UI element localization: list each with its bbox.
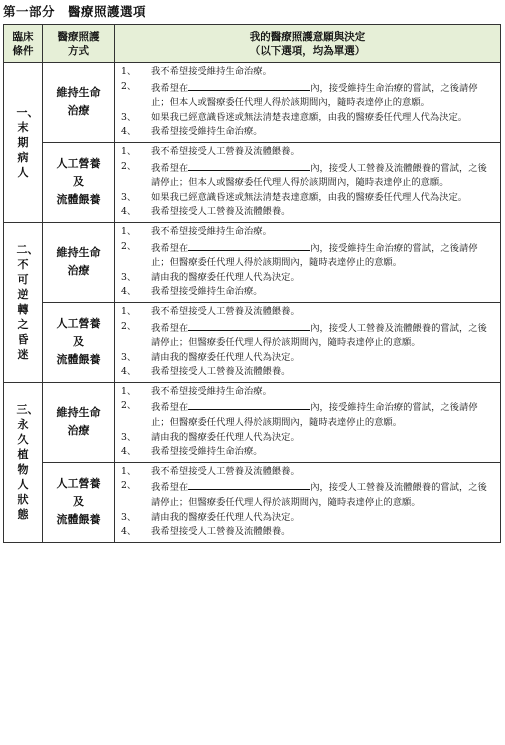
option-item bbox=[117, 80, 496, 111]
method-label-line: 及 bbox=[73, 495, 84, 509]
option-text bbox=[151, 145, 496, 160]
table-row bbox=[4, 63, 501, 143]
header-choice-line1: 我的醫療照護意願與決定 bbox=[249, 30, 366, 43]
option-text-before: 我希望接受維持生命治療。 bbox=[151, 286, 263, 298]
method-label-line: 維持生命 bbox=[56, 86, 101, 100]
option-number: 4、 bbox=[121, 286, 137, 298]
option-text-before: 我不希望接受人工營養及流體餵養。 bbox=[151, 465, 300, 477]
option-text bbox=[151, 399, 496, 430]
method-label-line: 及 bbox=[73, 335, 84, 349]
option-item bbox=[117, 479, 496, 510]
method-label-line: 人工營養 bbox=[56, 317, 101, 331]
table-row bbox=[4, 302, 501, 382]
option-item bbox=[117, 65, 496, 80]
method-cell bbox=[43, 302, 115, 382]
option-number: 2、 bbox=[121, 240, 137, 252]
condition-label: 二、不可逆轉之昏迷 bbox=[16, 243, 39, 362]
option-text-before: 請由我的醫療委任代理人代為決定。 bbox=[151, 431, 300, 443]
option-item bbox=[117, 240, 496, 271]
option-item bbox=[117, 431, 496, 446]
option-text bbox=[151, 431, 496, 446]
method-cell bbox=[43, 142, 115, 222]
condition-cell bbox=[4, 382, 43, 542]
option-text bbox=[151, 305, 496, 320]
option-number: 1、 bbox=[121, 66, 137, 77]
option-text-before: 我希望在 bbox=[151, 82, 189, 94]
method-label-line: 治療 bbox=[67, 104, 90, 118]
option-number: 3、 bbox=[121, 271, 137, 283]
option-text-before: 我希望接受維持生命治療。 bbox=[151, 446, 263, 458]
method-label-line: 人工營養 bbox=[56, 477, 101, 491]
method-cell bbox=[43, 63, 115, 143]
option-number: 2、 bbox=[121, 80, 137, 92]
option-item bbox=[117, 511, 496, 526]
method-cell bbox=[43, 382, 115, 462]
option-text-before: 請由我的醫療委任代理人代為決定。 bbox=[151, 511, 300, 523]
option-number: 3、 bbox=[121, 351, 137, 363]
duration-blank[interactable] bbox=[188, 320, 310, 331]
option-text-after: 內，接受維持生命治療的嘗試，之後請停止；但本人或醫療委任代理人得於該期間內，隨時表達停止的意願。 bbox=[151, 82, 478, 109]
header-choice-line2: （以下選項，均為單選） bbox=[249, 44, 366, 57]
method-cell bbox=[43, 222, 115, 302]
duration-blank[interactable] bbox=[188, 160, 310, 171]
table-row bbox=[4, 142, 501, 222]
option-number: 2、 bbox=[121, 320, 137, 332]
header-method: 醫療照護方式 bbox=[43, 25, 115, 63]
option-text bbox=[151, 271, 496, 286]
option-text bbox=[151, 125, 496, 140]
option-text-before: 我不希望接受維持生命治療。 bbox=[151, 225, 272, 237]
method-label-line: 人工營養 bbox=[56, 157, 101, 171]
option-text-before: 我不希望接受維持生命治療。 bbox=[151, 66, 272, 77]
option-text-after: 內，接受維持生命治療的嘗試，之後請停止；但醫療委任代理人得於該期間內，隨時表達停止的意願。 bbox=[151, 402, 478, 429]
option-number: 1、 bbox=[121, 225, 137, 237]
duration-blank[interactable] bbox=[188, 399, 310, 410]
option-text bbox=[151, 365, 496, 380]
options-cell bbox=[115, 222, 501, 302]
option-item bbox=[117, 145, 496, 160]
header-choice bbox=[115, 25, 501, 63]
option-item bbox=[117, 191, 496, 206]
option-text-before: 我希望接受人工營養及流體餵養。 bbox=[151, 526, 291, 538]
option-text bbox=[151, 385, 496, 400]
option-item bbox=[117, 271, 496, 286]
option-text-before: 我希望接受人工營養及流體餵養。 bbox=[151, 206, 291, 218]
duration-blank[interactable] bbox=[188, 479, 310, 490]
table-row bbox=[4, 382, 501, 462]
option-text-before: 我不希望接受人工營養及流體餵養。 bbox=[151, 145, 300, 157]
option-item bbox=[117, 111, 496, 126]
options-cell bbox=[115, 302, 501, 382]
option-text bbox=[151, 479, 496, 510]
option-item bbox=[117, 525, 496, 540]
method-cell bbox=[43, 462, 115, 542]
option-item bbox=[117, 351, 496, 366]
option-text bbox=[151, 351, 496, 366]
option-item bbox=[117, 160, 496, 191]
option-text-before: 我不希望接受人工營養及流體餵養。 bbox=[151, 305, 300, 317]
option-text-after: 內，接受人工營養及流體餵養的嘗試，之後請停止；但本人或醫療委任代理人得於該期間內，隨時表達停止的意願。 bbox=[151, 162, 487, 189]
option-number: 2、 bbox=[121, 160, 137, 172]
option-item bbox=[117, 285, 496, 300]
option-text bbox=[151, 320, 496, 351]
table-row bbox=[4, 222, 501, 302]
option-item bbox=[117, 125, 496, 140]
options-cell bbox=[115, 142, 501, 222]
option-number: 3、 bbox=[121, 511, 137, 523]
option-text-before: 我希望在 bbox=[151, 162, 189, 174]
option-text-before: 我希望接受人工營養及流體餵養。 bbox=[151, 366, 291, 378]
option-number: 2、 bbox=[121, 480, 137, 492]
option-text bbox=[151, 525, 496, 540]
option-number: 4、 bbox=[121, 526, 137, 538]
option-item bbox=[117, 399, 496, 430]
option-text-before: 如果我已經意識昏迷或無法清楚表達意願，由我的醫療委任代理人代為決定。 bbox=[151, 191, 468, 203]
option-text bbox=[151, 205, 496, 220]
option-text bbox=[151, 160, 496, 191]
option-text bbox=[151, 111, 496, 126]
option-item bbox=[117, 445, 496, 460]
option-text-before: 我希望在 bbox=[151, 402, 189, 414]
condition-cell bbox=[4, 63, 43, 223]
method-label-line: 流體餵養 bbox=[56, 353, 101, 367]
options-cell bbox=[115, 63, 501, 143]
option-text-before: 請由我的醫療委任代理人代為決定。 bbox=[151, 271, 300, 283]
option-number: 1、 bbox=[121, 385, 137, 397]
option-number: 4、 bbox=[121, 126, 137, 138]
option-number: 4、 bbox=[121, 366, 137, 378]
option-item bbox=[117, 385, 496, 400]
method-label-line: 維持生命 bbox=[56, 406, 101, 420]
option-text-before: 我希望在 bbox=[151, 482, 189, 494]
option-text bbox=[151, 240, 496, 271]
option-item bbox=[117, 465, 496, 480]
method-label-line: 治療 bbox=[67, 264, 90, 278]
method-label-line: 治療 bbox=[67, 424, 90, 438]
option-number: 1、 bbox=[121, 465, 137, 477]
condition-label: 三、永久植物人狀態 bbox=[16, 403, 39, 522]
option-number: 1、 bbox=[121, 305, 137, 317]
option-text bbox=[151, 80, 496, 111]
option-text bbox=[151, 465, 496, 480]
method-label-line: 流體餵養 bbox=[56, 193, 101, 207]
option-number: 3、 bbox=[121, 431, 137, 443]
method-label-line: 流體餵養 bbox=[56, 513, 101, 527]
option-text-before: 請由我的醫療委任代理人代為決定。 bbox=[151, 351, 300, 363]
option-number: 4、 bbox=[121, 446, 137, 458]
option-text-before: 我希望接受維持生命治療。 bbox=[151, 126, 263, 138]
option-text bbox=[151, 65, 496, 80]
option-text-after: 內，接受人工營養及流體餵養的嘗試，之後請停止；但醫療委任代理人得於該期間內，隨時表達停止的意願。 bbox=[151, 322, 487, 349]
option-text bbox=[151, 225, 496, 240]
option-number: 2、 bbox=[121, 400, 137, 412]
table-body bbox=[4, 63, 501, 543]
duration-blank[interactable] bbox=[188, 80, 310, 91]
condition-cell bbox=[4, 222, 43, 382]
duration-blank[interactable] bbox=[188, 240, 310, 251]
option-text-before: 我不希望接受維持生命治療。 bbox=[151, 385, 272, 397]
header-row bbox=[4, 25, 501, 63]
option-number: 3、 bbox=[121, 191, 137, 203]
option-text bbox=[151, 191, 496, 206]
header-condition: 臨床條件 bbox=[4, 25, 43, 63]
option-number: 3、 bbox=[121, 111, 137, 123]
option-text-before: 我希望在 bbox=[151, 322, 189, 334]
option-text-before: 我希望在 bbox=[151, 242, 189, 254]
option-item bbox=[117, 320, 496, 351]
condition-label: 一、末期病人 bbox=[16, 105, 39, 179]
option-text bbox=[151, 511, 496, 526]
method-label-line: 及 bbox=[73, 175, 84, 189]
option-text bbox=[151, 285, 496, 300]
option-text bbox=[151, 445, 496, 460]
options-cell bbox=[115, 382, 501, 462]
option-item bbox=[117, 225, 496, 240]
option-item bbox=[117, 205, 496, 220]
option-text-before: 如果我已經意識昏迷或無法清楚表達意願，由我的醫療委任代理人代為決定。 bbox=[151, 111, 468, 123]
option-number: 1、 bbox=[121, 145, 137, 157]
option-text-after: 內，接受人工營養及流體餵養的嘗試，之後請停止；但醫療委任代理人得於該期間內，隨時表達停止的意願。 bbox=[151, 482, 487, 509]
table-row bbox=[4, 462, 501, 542]
option-item bbox=[117, 365, 496, 380]
option-number: 4、 bbox=[121, 206, 137, 218]
care-options-table bbox=[3, 24, 501, 543]
option-text-after: 內，接受維持生命治療的嘗試，之後請停止；但醫療委任代理人得於該期間內，隨時表達停止的意願。 bbox=[151, 242, 478, 269]
options-cell bbox=[115, 462, 501, 542]
section-title: 第一部分 醫療照護選項 bbox=[3, 4, 147, 19]
option-item bbox=[117, 305, 496, 320]
method-label-line: 維持生命 bbox=[56, 246, 101, 260]
